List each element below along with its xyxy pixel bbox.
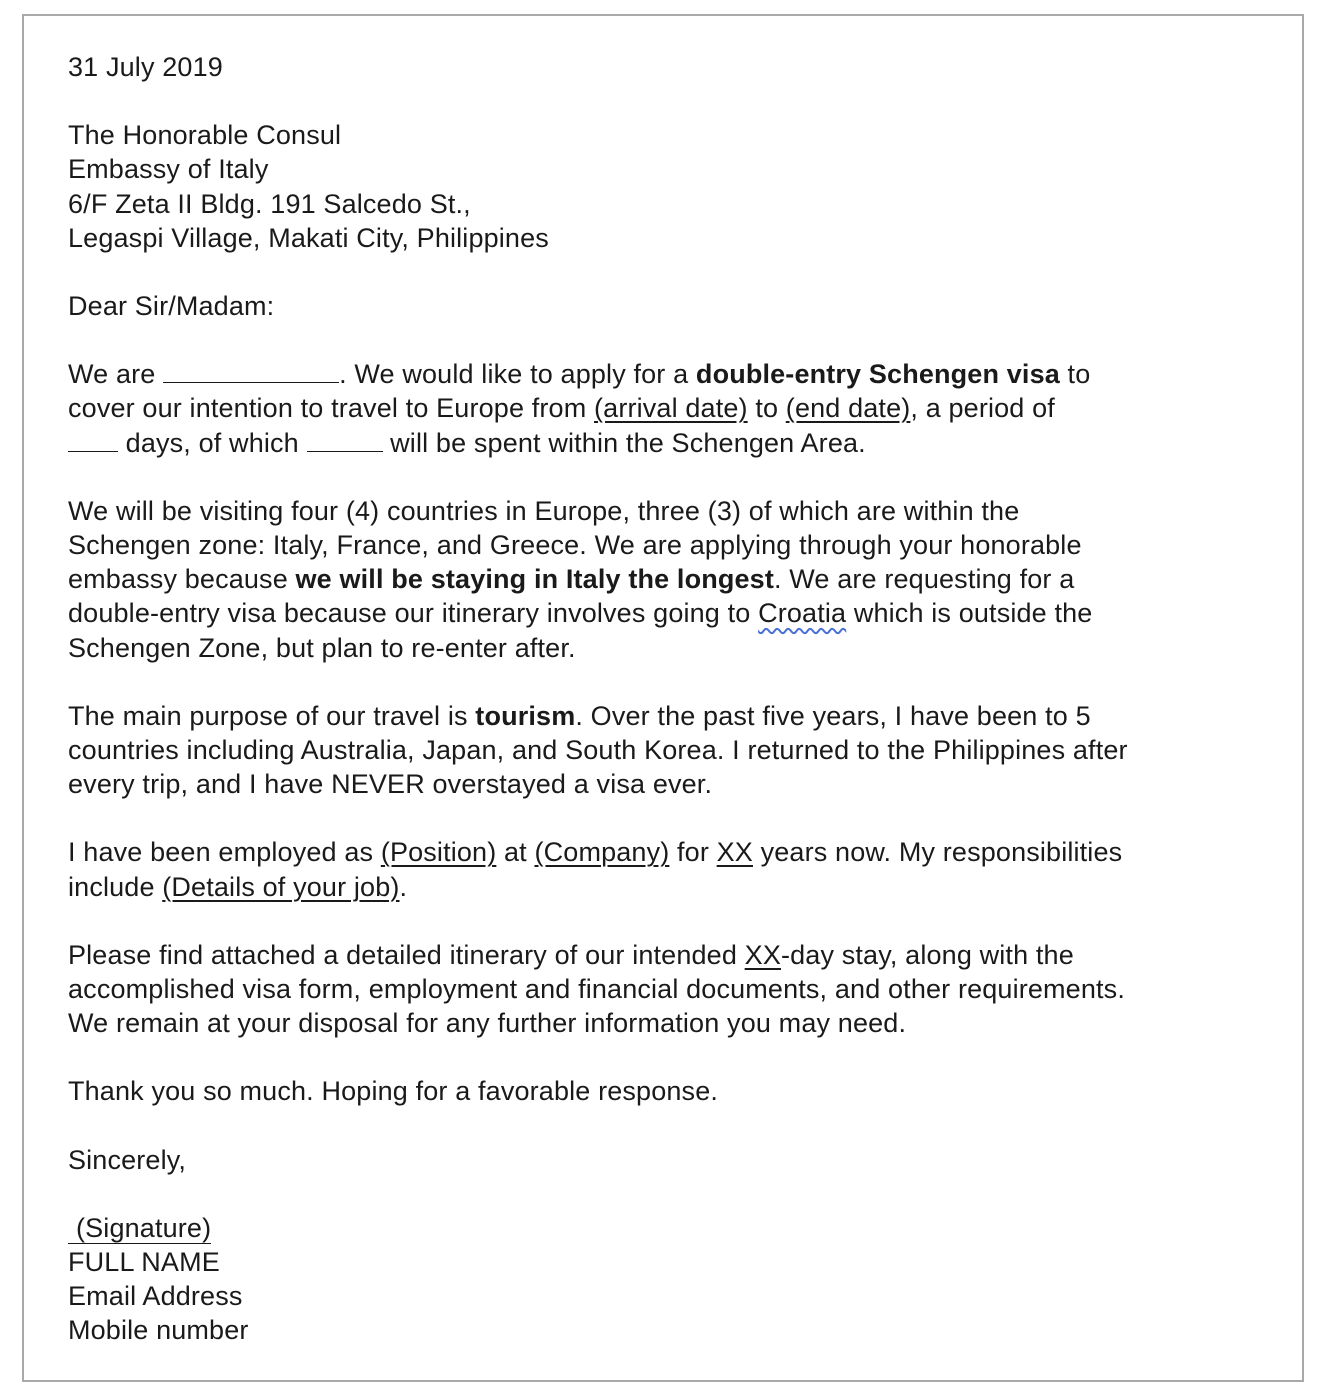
placeholder-position: (Position) — [380, 837, 497, 868]
placeholder-years: XX — [716, 837, 753, 868]
text-segment: The main purpose of our travel is — [68, 700, 476, 731]
recipient-address — [68, 118, 1268, 255]
p4-line-2 — [68, 870, 1268, 904]
text-segment: at — [496, 837, 535, 868]
p2-line-1: We will be visiting four (4) countries in Europe, three (3) of which are within the — [68, 495, 1020, 526]
paragraph-visa-request — [68, 357, 1268, 460]
bold-tourism: tourism — [475, 700, 576, 731]
recipient-line-3: 6/F Zeta II Bldg. 191 Salcedo St., — [68, 188, 471, 219]
paragraph-thanks — [68, 1074, 1268, 1108]
letter-date-block — [68, 50, 1268, 84]
spellcheck-croatia: Croatia — [758, 598, 847, 629]
closing: Sincerely, — [68, 1144, 187, 1175]
placeholder-stay-days: XX — [744, 939, 781, 970]
blank-schengen-days — [307, 427, 383, 452]
email-address: Email Address — [68, 1280, 243, 1311]
text-segment: I have been employed as — [68, 837, 381, 868]
text-segment: to — [1059, 359, 1091, 390]
p2-line-4 — [68, 596, 1268, 630]
text-segment: cover our intention to travel to Europe from — [68, 393, 595, 424]
text-segment: We are — [68, 359, 164, 390]
closing-block — [68, 1143, 1268, 1177]
paragraph-purpose — [68, 699, 1268, 802]
p1-line-1 — [68, 357, 1268, 391]
p1-line-2 — [68, 391, 1268, 425]
text-segment: double-entry visa because our itinerary involves going to — [68, 598, 759, 629]
text-segment: . — [399, 871, 408, 902]
p1-line-3 — [68, 426, 1268, 460]
p3-line-1 — [68, 699, 1268, 733]
text-segment: which is outside the — [846, 598, 1093, 629]
recipient-line-2: Embassy of Italy — [68, 154, 269, 185]
mobile-number: Mobile number — [68, 1314, 249, 1345]
p4-line-1 — [68, 835, 1268, 869]
text-segment: years now. My responsibilities — [752, 837, 1123, 868]
p2-line-5: Schengen Zone, but plan to re-enter after. — [68, 632, 576, 663]
bold-italy-longest: we will be staying in Italy the longest — [295, 564, 774, 595]
letter-page — [22, 14, 1304, 1382]
paragraph-itinerary — [68, 494, 1268, 665]
salutation-block — [68, 289, 1268, 323]
text-segment: will be spent within the Schengen Area. — [382, 427, 866, 458]
placeholder-arrival-date: (arrival date) — [594, 393, 748, 424]
bold-visa-type: double-entry Schengen visa — [695, 359, 1060, 390]
text-segment: . We are requesting for a — [773, 564, 1075, 595]
p3-line-3: every trip, and I have NEVER overstayed a visa ever. — [68, 769, 713, 800]
text-segment: Please find attached a detailed itinerary of our intended — [68, 939, 745, 970]
text-segment: to — [747, 393, 786, 424]
text-segment: -day stay, along with the — [780, 939, 1074, 970]
text-segment: , a period of — [910, 393, 1055, 424]
full-name: FULL NAME — [68, 1246, 220, 1277]
placeholder-end-date: (end date) — [785, 393, 911, 424]
signature-placeholder: (Signature) — [68, 1211, 211, 1245]
signature-block — [68, 1211, 1268, 1347]
thanks-line: Thank you so much. Hoping for a favorable response. — [68, 1076, 719, 1107]
paragraph-attachments — [68, 938, 1268, 1041]
text-segment: . Over the past five years, I have been to 5 — [575, 700, 1091, 731]
text-segment: for — [669, 837, 717, 868]
paragraph-employment — [68, 835, 1268, 903]
p5-line-2: accomplished visa form, employment and financial documents, and other requirements. — [68, 974, 1125, 1005]
p3-line-2: countries including Australia, Japan, and South Korea. I returned to the Philippines after — [68, 735, 1128, 766]
placeholder-company: (Company) — [534, 837, 670, 868]
salutation: Dear Sir/Madam: — [68, 291, 275, 322]
text-segment: embassy because — [68, 564, 296, 595]
letter-body — [68, 50, 1268, 1381]
p5-line-3: We remain at your disposal for any further information you may need. — [68, 1008, 907, 1039]
signature-line — [68, 1211, 1268, 1245]
blank-total-days — [68, 427, 118, 452]
recipient-line-1: The Honorable Consul — [68, 120, 342, 151]
text-segment: days, of which — [118, 427, 307, 458]
text-segment: include — [68, 871, 163, 902]
recipient-line-4: Legaspi Village, Makati City, Philippines — [68, 222, 549, 253]
p5-line-1 — [68, 938, 1268, 972]
p2-line-2: Schengen zone: Italy, France, and Greece. We are applying through your honorable — [68, 530, 1082, 561]
letter-date: 31 July 2019 — [68, 52, 223, 82]
p2-line-3 — [68, 562, 1268, 596]
blank-applicant-type — [163, 358, 339, 383]
text-segment: . We would like to apply for a — [339, 359, 696, 390]
placeholder-job-details: (Details of your job) — [162, 871, 400, 902]
